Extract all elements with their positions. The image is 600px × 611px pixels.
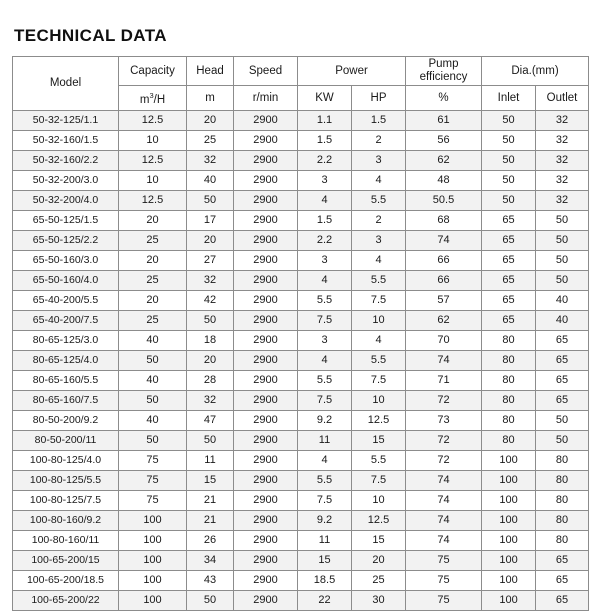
header-pump-efficiency bbox=[406, 57, 482, 86]
cell-head: 32 bbox=[187, 390, 234, 410]
cell-power-kw: 9.2 bbox=[298, 510, 352, 530]
cell-head: 17 bbox=[187, 210, 234, 230]
cell-model: 100-80-160/9.2 bbox=[13, 510, 119, 530]
cell-power-kw: 18.5 bbox=[298, 570, 352, 590]
header-dia: Dia.(mm) bbox=[482, 57, 589, 86]
cell-head: 20 bbox=[187, 230, 234, 250]
cell-head: 20 bbox=[187, 350, 234, 370]
cell-speed: 2900 bbox=[234, 250, 298, 270]
table-row bbox=[13, 150, 589, 170]
cell-head: 11 bbox=[187, 450, 234, 470]
cell-outlet: 50 bbox=[536, 210, 589, 230]
cell-power-hp: 5.5 bbox=[352, 450, 406, 470]
cell-model: 80-50-200/9.2 bbox=[13, 410, 119, 430]
cell-power-kw: 3 bbox=[298, 170, 352, 190]
header-dia-inlet: Inlet bbox=[482, 86, 536, 111]
cell-model: 65-50-125/2.2 bbox=[13, 230, 119, 250]
table-row bbox=[13, 550, 589, 570]
cell-power-kw: 7.5 bbox=[298, 310, 352, 330]
cell-outlet: 32 bbox=[536, 150, 589, 170]
cell-efficiency: 74 bbox=[406, 530, 482, 550]
cell-speed: 2900 bbox=[234, 430, 298, 450]
cell-power-hp: 25 bbox=[352, 570, 406, 590]
cell-power-hp: 2 bbox=[352, 210, 406, 230]
cell-power-hp: 10 bbox=[352, 490, 406, 510]
cell-outlet: 80 bbox=[536, 490, 589, 510]
cell-power-hp: 10 bbox=[352, 310, 406, 330]
cell-head: 20 bbox=[187, 110, 234, 130]
header-model: Model bbox=[13, 57, 119, 111]
cell-speed: 2900 bbox=[234, 370, 298, 390]
cell-head: 50 bbox=[187, 310, 234, 330]
table-body bbox=[13, 110, 589, 610]
cell-power-kw: 4 bbox=[298, 450, 352, 470]
cell-model: 50-32-160/2.2 bbox=[13, 150, 119, 170]
cell-efficiency: 66 bbox=[406, 250, 482, 270]
cell-model: 65-50-160/3.0 bbox=[13, 250, 119, 270]
cell-speed: 2900 bbox=[234, 530, 298, 550]
cell-inlet: 80 bbox=[482, 410, 536, 430]
cell-power-hp: 12.5 bbox=[352, 410, 406, 430]
table-row bbox=[13, 350, 589, 370]
cell-head: 42 bbox=[187, 290, 234, 310]
cell-outlet: 40 bbox=[536, 310, 589, 330]
cell-power-hp: 15 bbox=[352, 430, 406, 450]
cell-head: 18 bbox=[187, 330, 234, 350]
cell-inlet: 100 bbox=[482, 470, 536, 490]
cell-model: 50-32-200/3.0 bbox=[13, 170, 119, 190]
cell-capacity: 75 bbox=[119, 450, 187, 470]
cell-power-kw: 9.2 bbox=[298, 410, 352, 430]
table-row bbox=[13, 290, 589, 310]
cell-speed: 2900 bbox=[234, 510, 298, 530]
cell-capacity: 12.5 bbox=[119, 190, 187, 210]
cell-outlet: 65 bbox=[536, 390, 589, 410]
cell-speed: 2900 bbox=[234, 330, 298, 350]
cell-power-hp: 4 bbox=[352, 250, 406, 270]
cell-inlet: 50 bbox=[482, 130, 536, 150]
cell-model: 65-40-200/7.5 bbox=[13, 310, 119, 330]
cell-inlet: 100 bbox=[482, 550, 536, 570]
unit-exponent: 3 bbox=[149, 91, 154, 100]
cell-outlet: 50 bbox=[536, 410, 589, 430]
cell-outlet: 32 bbox=[536, 110, 589, 130]
cell-power-kw: 5.5 bbox=[298, 470, 352, 490]
cell-head: 40 bbox=[187, 170, 234, 190]
cell-model: 80-65-160/7.5 bbox=[13, 390, 119, 410]
header-pump-efficiency-line1: Pump bbox=[428, 58, 459, 70]
cell-model: 100-80-125/5.5 bbox=[13, 470, 119, 490]
cell-capacity: 25 bbox=[119, 310, 187, 330]
cell-speed: 2900 bbox=[234, 190, 298, 210]
cell-outlet: 32 bbox=[536, 190, 589, 210]
cell-capacity: 50 bbox=[119, 430, 187, 450]
cell-capacity: 12.5 bbox=[119, 150, 187, 170]
cell-outlet: 65 bbox=[536, 550, 589, 570]
header-head: Head bbox=[187, 57, 234, 86]
cell-outlet: 50 bbox=[536, 430, 589, 450]
cell-capacity: 100 bbox=[119, 530, 187, 550]
cell-inlet: 65 bbox=[482, 310, 536, 330]
cell-power-kw: 2.2 bbox=[298, 230, 352, 250]
cell-head: 25 bbox=[187, 130, 234, 150]
cell-head: 21 bbox=[187, 490, 234, 510]
cell-speed: 2900 bbox=[234, 210, 298, 230]
cell-efficiency: 72 bbox=[406, 430, 482, 450]
cell-speed: 2900 bbox=[234, 570, 298, 590]
cell-capacity: 10 bbox=[119, 170, 187, 190]
cell-power-hp: 30 bbox=[352, 590, 406, 610]
table-row bbox=[13, 210, 589, 230]
cell-power-kw: 5.5 bbox=[298, 370, 352, 390]
cell-speed: 2900 bbox=[234, 150, 298, 170]
cell-efficiency: 66 bbox=[406, 270, 482, 290]
cell-outlet: 50 bbox=[536, 230, 589, 250]
cell-power-kw: 1.1 bbox=[298, 110, 352, 130]
cell-speed: 2900 bbox=[234, 590, 298, 610]
table-row bbox=[13, 570, 589, 590]
cell-capacity: 100 bbox=[119, 570, 187, 590]
cell-inlet: 100 bbox=[482, 570, 536, 590]
cell-outlet: 80 bbox=[536, 470, 589, 490]
header-efficiency-unit: % bbox=[406, 86, 482, 111]
cell-power-hp: 7.5 bbox=[352, 470, 406, 490]
cell-efficiency: 74 bbox=[406, 510, 482, 530]
cell-power-kw: 1.5 bbox=[298, 210, 352, 230]
cell-speed: 2900 bbox=[234, 550, 298, 570]
table-header bbox=[13, 57, 589, 111]
header-dia-outlet: Outlet bbox=[536, 86, 589, 111]
cell-inlet: 100 bbox=[482, 530, 536, 550]
cell-speed: 2900 bbox=[234, 270, 298, 290]
cell-inlet: 80 bbox=[482, 370, 536, 390]
header-power-kw: KW bbox=[298, 86, 352, 111]
cell-efficiency: 74 bbox=[406, 230, 482, 250]
cell-power-hp: 1.5 bbox=[352, 110, 406, 130]
cell-efficiency: 74 bbox=[406, 350, 482, 370]
cell-efficiency: 61 bbox=[406, 110, 482, 130]
table-row bbox=[13, 430, 589, 450]
cell-outlet: 65 bbox=[536, 330, 589, 350]
cell-model: 100-65-200/15 bbox=[13, 550, 119, 570]
cell-inlet: 100 bbox=[482, 490, 536, 510]
cell-power-hp: 5.5 bbox=[352, 350, 406, 370]
cell-speed: 2900 bbox=[234, 310, 298, 330]
cell-head: 26 bbox=[187, 530, 234, 550]
table-row bbox=[13, 110, 589, 130]
cell-model: 65-50-125/1.5 bbox=[13, 210, 119, 230]
cell-head: 47 bbox=[187, 410, 234, 430]
cell-efficiency: 72 bbox=[406, 390, 482, 410]
cell-speed: 2900 bbox=[234, 450, 298, 470]
cell-model: 100-65-200/22 bbox=[13, 590, 119, 610]
cell-power-hp: 3 bbox=[352, 150, 406, 170]
cell-inlet: 65 bbox=[482, 250, 536, 270]
cell-capacity: 20 bbox=[119, 290, 187, 310]
cell-power-kw: 3 bbox=[298, 330, 352, 350]
cell-model: 80-65-125/3.0 bbox=[13, 330, 119, 350]
cell-power-kw: 7.5 bbox=[298, 390, 352, 410]
cell-efficiency: 70 bbox=[406, 330, 482, 350]
cell-model: 50-32-200/4.0 bbox=[13, 190, 119, 210]
table-row bbox=[13, 130, 589, 150]
cell-outlet: 32 bbox=[536, 170, 589, 190]
cell-capacity: 100 bbox=[119, 590, 187, 610]
cell-power-hp: 4 bbox=[352, 170, 406, 190]
cell-inlet: 65 bbox=[482, 210, 536, 230]
cell-head: 21 bbox=[187, 510, 234, 530]
cell-efficiency: 50.5 bbox=[406, 190, 482, 210]
cell-speed: 2900 bbox=[234, 410, 298, 430]
cell-efficiency: 62 bbox=[406, 150, 482, 170]
cell-capacity: 100 bbox=[119, 550, 187, 570]
cell-efficiency: 56 bbox=[406, 130, 482, 150]
cell-power-hp: 7.5 bbox=[352, 370, 406, 390]
cell-power-kw: 11 bbox=[298, 530, 352, 550]
cell-capacity: 50 bbox=[119, 350, 187, 370]
table-row bbox=[13, 170, 589, 190]
cell-power-hp: 15 bbox=[352, 530, 406, 550]
cell-outlet: 40 bbox=[536, 290, 589, 310]
cell-power-kw: 15 bbox=[298, 550, 352, 570]
table-row bbox=[13, 230, 589, 250]
cell-outlet: 32 bbox=[536, 130, 589, 150]
cell-outlet: 65 bbox=[536, 370, 589, 390]
table-row bbox=[13, 530, 589, 550]
cell-power-kw: 3 bbox=[298, 250, 352, 270]
cell-inlet: 50 bbox=[482, 150, 536, 170]
header-pump-efficiency-line2: efficiency bbox=[419, 71, 468, 83]
header-capacity-unit bbox=[119, 86, 187, 111]
cell-power-kw: 1.5 bbox=[298, 130, 352, 150]
table-row bbox=[13, 390, 589, 410]
cell-model: 100-80-125/4.0 bbox=[13, 450, 119, 470]
cell-power-hp: 5.5 bbox=[352, 190, 406, 210]
cell-power-hp: 10 bbox=[352, 390, 406, 410]
header-head-unit: m bbox=[187, 86, 234, 111]
cell-inlet: 100 bbox=[482, 590, 536, 610]
cell-capacity: 75 bbox=[119, 470, 187, 490]
cell-efficiency: 68 bbox=[406, 210, 482, 230]
cell-power-kw: 22 bbox=[298, 590, 352, 610]
cell-inlet: 100 bbox=[482, 510, 536, 530]
cell-inlet: 80 bbox=[482, 390, 536, 410]
cell-head: 27 bbox=[187, 250, 234, 270]
cell-efficiency: 72 bbox=[406, 450, 482, 470]
cell-efficiency: 74 bbox=[406, 470, 482, 490]
cell-model: 100-80-160/11 bbox=[13, 530, 119, 550]
cell-power-hp: 7.5 bbox=[352, 290, 406, 310]
unit-m: m bbox=[139, 93, 150, 106]
cell-outlet: 50 bbox=[536, 250, 589, 270]
header-speed-unit: r/min bbox=[234, 86, 298, 111]
cell-capacity: 75 bbox=[119, 490, 187, 510]
cell-speed: 2900 bbox=[234, 170, 298, 190]
cell-capacity: 20 bbox=[119, 250, 187, 270]
cell-inlet: 50 bbox=[482, 170, 536, 190]
table-row bbox=[13, 370, 589, 390]
cell-power-hp: 5.5 bbox=[352, 270, 406, 290]
header-power-hp: HP bbox=[352, 86, 406, 111]
cell-efficiency: 48 bbox=[406, 170, 482, 190]
cell-model: 80-65-160/5.5 bbox=[13, 370, 119, 390]
cell-capacity: 10 bbox=[119, 130, 187, 150]
cell-power-kw: 11 bbox=[298, 430, 352, 450]
header-capacity: Capacity bbox=[119, 57, 187, 86]
page-title: TECHNICAL DATA bbox=[14, 26, 167, 45]
cell-power-kw: 4 bbox=[298, 350, 352, 370]
cell-outlet: 80 bbox=[536, 510, 589, 530]
cell-capacity: 25 bbox=[119, 270, 187, 290]
cell-capacity: 20 bbox=[119, 210, 187, 230]
cell-head: 34 bbox=[187, 550, 234, 570]
cell-efficiency: 75 bbox=[406, 570, 482, 590]
table-row bbox=[13, 590, 589, 610]
cell-model: 50-32-125/1.1 bbox=[13, 110, 119, 130]
header-power: Power bbox=[298, 57, 406, 86]
cell-capacity: 25 bbox=[119, 230, 187, 250]
cell-power-kw: 7.5 bbox=[298, 490, 352, 510]
cell-outlet: 50 bbox=[536, 270, 589, 290]
cell-model: 100-80-125/7.5 bbox=[13, 490, 119, 510]
cell-head: 43 bbox=[187, 570, 234, 590]
cell-efficiency: 73 bbox=[406, 410, 482, 430]
cell-power-kw: 5.5 bbox=[298, 290, 352, 310]
cell-inlet: 65 bbox=[482, 230, 536, 250]
cell-speed: 2900 bbox=[234, 470, 298, 490]
cell-head: 32 bbox=[187, 150, 234, 170]
cell-power-hp: 20 bbox=[352, 550, 406, 570]
cell-model: 50-32-160/1.5 bbox=[13, 130, 119, 150]
table-row bbox=[13, 410, 589, 430]
cell-speed: 2900 bbox=[234, 290, 298, 310]
cell-capacity: 100 bbox=[119, 510, 187, 530]
cell-model: 80-65-125/4.0 bbox=[13, 350, 119, 370]
cell-head: 50 bbox=[187, 430, 234, 450]
cell-power-hp: 2 bbox=[352, 130, 406, 150]
table-row bbox=[13, 510, 589, 530]
cell-inlet: 100 bbox=[482, 450, 536, 470]
table-row bbox=[13, 490, 589, 510]
cell-model: 65-50-160/4.0 bbox=[13, 270, 119, 290]
cell-head: 15 bbox=[187, 470, 234, 490]
cell-speed: 2900 bbox=[234, 110, 298, 130]
cell-outlet: 65 bbox=[536, 590, 589, 610]
cell-inlet: 65 bbox=[482, 290, 536, 310]
cell-outlet: 80 bbox=[536, 530, 589, 550]
cell-efficiency: 62 bbox=[406, 310, 482, 330]
cell-speed: 2900 bbox=[234, 390, 298, 410]
table-row bbox=[13, 250, 589, 270]
table-row bbox=[13, 310, 589, 330]
cell-outlet: 65 bbox=[536, 570, 589, 590]
cell-efficiency: 75 bbox=[406, 550, 482, 570]
cell-inlet: 50 bbox=[482, 190, 536, 210]
cell-head: 50 bbox=[187, 590, 234, 610]
cell-efficiency: 71 bbox=[406, 370, 482, 390]
cell-model: 80-50-200/11 bbox=[13, 430, 119, 450]
cell-outlet: 80 bbox=[536, 450, 589, 470]
header-speed: Speed bbox=[234, 57, 298, 86]
table-row bbox=[13, 450, 589, 470]
cell-inlet: 80 bbox=[482, 350, 536, 370]
cell-power-kw: 4 bbox=[298, 270, 352, 290]
cell-model: 100-65-200/18.5 bbox=[13, 570, 119, 590]
cell-efficiency: 74 bbox=[406, 490, 482, 510]
cell-efficiency: 75 bbox=[406, 590, 482, 610]
table-row bbox=[13, 270, 589, 290]
unit-per-hour: /H bbox=[153, 93, 166, 106]
cell-capacity: 40 bbox=[119, 330, 187, 350]
cell-head: 28 bbox=[187, 370, 234, 390]
cell-power-hp: 4 bbox=[352, 330, 406, 350]
table-row bbox=[13, 190, 589, 210]
table-row bbox=[13, 330, 589, 350]
cell-head: 32 bbox=[187, 270, 234, 290]
cell-capacity: 40 bbox=[119, 370, 187, 390]
cell-head: 50 bbox=[187, 190, 234, 210]
cell-inlet: 80 bbox=[482, 430, 536, 450]
cell-speed: 2900 bbox=[234, 130, 298, 150]
cell-inlet: 65 bbox=[482, 270, 536, 290]
cell-model: 65-40-200/5.5 bbox=[13, 290, 119, 310]
table-row bbox=[13, 470, 589, 490]
cell-power-hp: 3 bbox=[352, 230, 406, 250]
cell-speed: 2900 bbox=[234, 230, 298, 250]
cell-outlet: 65 bbox=[536, 350, 589, 370]
cell-speed: 2900 bbox=[234, 350, 298, 370]
cell-inlet: 80 bbox=[482, 330, 536, 350]
cell-power-kw: 2.2 bbox=[298, 150, 352, 170]
cell-power-kw: 4 bbox=[298, 190, 352, 210]
cell-inlet: 50 bbox=[482, 110, 536, 130]
cell-speed: 2900 bbox=[234, 490, 298, 510]
cell-capacity: 50 bbox=[119, 390, 187, 410]
cell-capacity: 40 bbox=[119, 410, 187, 430]
cell-efficiency: 57 bbox=[406, 290, 482, 310]
cell-capacity: 12.5 bbox=[119, 110, 187, 130]
cell-power-hp: 12.5 bbox=[352, 510, 406, 530]
technical-data-table bbox=[12, 56, 589, 611]
